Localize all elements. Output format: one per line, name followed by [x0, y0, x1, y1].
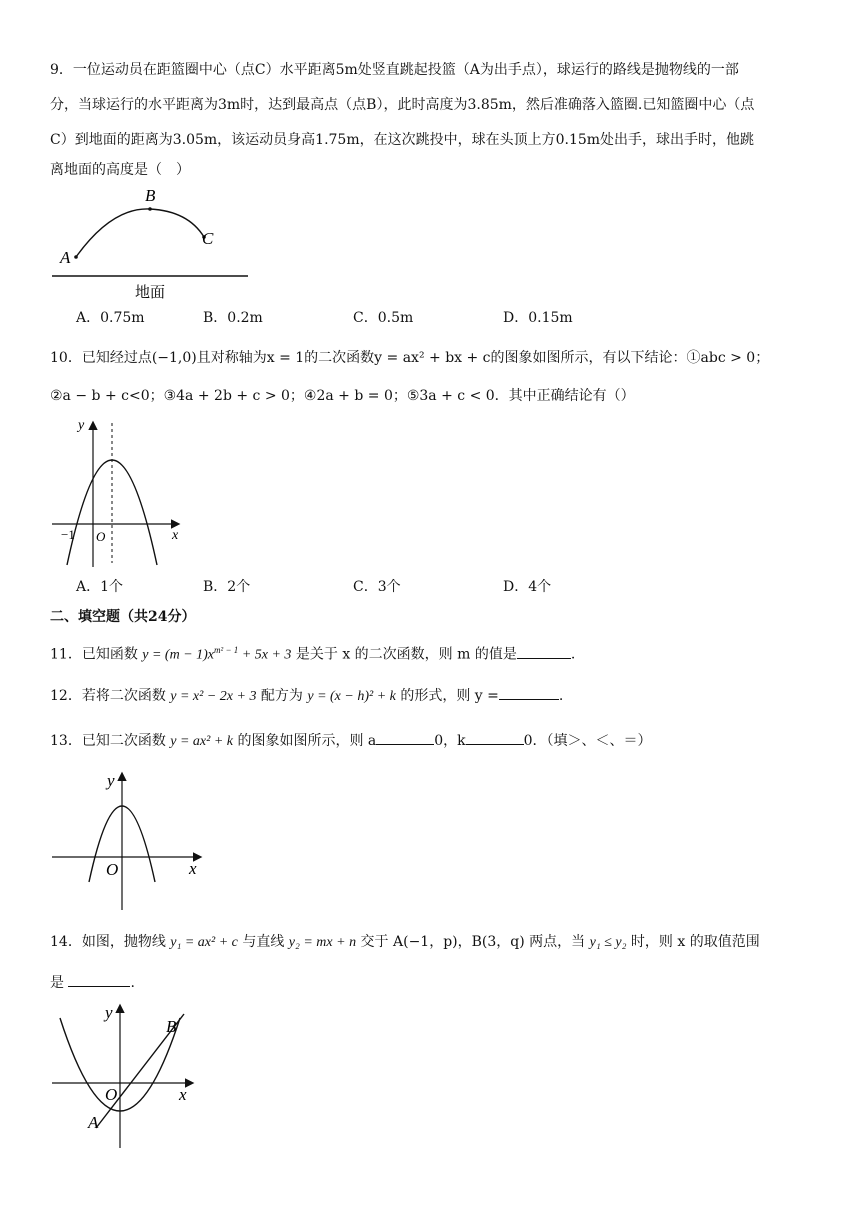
q14-line-2-text: 是 [50, 975, 64, 991]
q9-point-b [148, 207, 152, 211]
q13-origin-label: O [106, 860, 119, 879]
q14-line-2 [50, 972, 135, 993]
q10-figure [50, 415, 190, 575]
q11-suffix: 是关于 x 的二次函数，则 m 的值是 [291, 646, 517, 663]
q13-formula: y = ax² + k [170, 734, 233, 749]
q14-prefix: 14．如图，抛物线 [50, 934, 171, 950]
q9-label-b: B [145, 186, 156, 205]
q11-prefix: 11．已知函数 [50, 646, 143, 663]
q10-origin-label: O [96, 529, 106, 544]
q14-label-b: B [166, 1017, 177, 1036]
q9-ball-path [76, 209, 204, 257]
q14-line-1 [50, 932, 760, 953]
q11-line [50, 640, 575, 666]
q13-blank-k[interactable] [466, 730, 524, 745]
q10-option-b[interactable]: B．2个 [203, 579, 251, 595]
q13-line [50, 730, 652, 752]
q10-option-c[interactable]: C．3个 [353, 579, 401, 595]
q13-y-label: y [107, 771, 115, 790]
q10-line-2: ②a − b + c<0；③4a + 2b + c > 0；④2a + b = 0；⑤3a + c < 0．其中正确结论有（） [50, 388, 635, 404]
q9-option-c[interactable]: C．0.5m [353, 310, 414, 326]
q9-label-a: A [60, 248, 71, 267]
q12-suffix: 的形式，则 y = [395, 688, 499, 704]
q11-answer-blank[interactable] [517, 644, 571, 659]
section-heading: 二、填空题（共24分） [50, 609, 196, 625]
q11-formula: y = (m − 1)x [142, 647, 215, 663]
q10-x-label: x [172, 528, 179, 543]
q14-end: . [130, 975, 135, 991]
q11-exponent: m² − 1 [214, 645, 239, 655]
q14-figure [50, 1000, 210, 1150]
q9-line-3: C）到地面的距离为3.05m，该运动员身高1.75m，在这次跳投中，球在头顶上方0.15m处出手，球出手时，他跳 [50, 132, 755, 148]
q12-line [50, 685, 563, 707]
q10-line-1: 10．已知经过点(−1,0)且对称轴为x = 1的二次函数y = ax² + bx + c的图象如图所示，有以下结论：①abc > 0； [50, 350, 770, 366]
q9-option-a[interactable]: A．0.75m [76, 310, 145, 326]
q13-suffix: 0．（填＞、＜、＝） [523, 733, 652, 749]
q9-ground-label: 地面 [135, 283, 166, 301]
q12-prefix: 12．若将二次函数 [50, 688, 171, 704]
q14-formula-1: y₁ = ax² + c [170, 935, 238, 950]
q10-y-label: y [78, 418, 85, 433]
q12-formula-2: y = (x − h)² + k [307, 689, 396, 704]
q10-neg1-label: −1 [61, 527, 75, 542]
q13-x-label: x [189, 859, 197, 878]
q14-condition: y₁ ≤ y₂ [589, 935, 627, 950]
q13-figure [50, 768, 210, 913]
q9-label-c: C [202, 229, 214, 248]
q14-label-a: A [88, 1113, 99, 1132]
q9-line-2: 分，当球运行的水平距离为3m时，达到最高点（点B），此时高度为3.85m，然后准确落入篮圈.已知篮圈中心（点 [50, 97, 755, 113]
q12-end: . [558, 688, 564, 704]
q14-suffix: 时，则 x 的取值范围 [626, 934, 760, 950]
q14-mid2: 交于 A(−1，p)，B(3，q) 两点，当 [356, 934, 590, 950]
q10-option-a[interactable]: A．1个 [76, 579, 124, 595]
q11-end: . [570, 646, 576, 663]
q9-figure [50, 185, 260, 305]
q14-x-label: x [179, 1085, 187, 1104]
q14-y-label: y [105, 1003, 113, 1022]
q12-answer-blank[interactable] [499, 685, 559, 700]
q13-mid: 的图象如图所示，则 a [233, 733, 377, 749]
q14-mid: 与直线 [237, 934, 289, 950]
q9-point-a [74, 255, 78, 259]
q14-formula-2: y₂ = mx + n [288, 935, 357, 950]
q11-formula-tail: + 5x + 3 [238, 647, 292, 663]
q9-option-d[interactable]: D．0.15m [503, 310, 573, 326]
q9-option-b[interactable]: B．0.2m [203, 310, 263, 326]
q14-origin-label: O [105, 1085, 118, 1104]
q14-answer-blank[interactable] [68, 972, 130, 987]
q9-line-4: 离地面的高度是（ ） [50, 162, 190, 178]
q13-blank-a[interactable] [376, 730, 434, 745]
q13-prefix: 13．已知二次函数 [50, 733, 171, 749]
q10-option-d[interactable]: D．4个 [503, 579, 552, 595]
q12-formula-1: y = x² − 2x + 3 [170, 689, 257, 704]
q9-line-1: 9．一位运动员在距篮圈中心（点C）水平距离5m处竖直跳起投篮（A为出手点），球运行的路线是抛物线的一部 [50, 62, 739, 78]
q12-mid: 配方为 [256, 688, 308, 704]
q13-mid2: 0，k [434, 733, 466, 749]
